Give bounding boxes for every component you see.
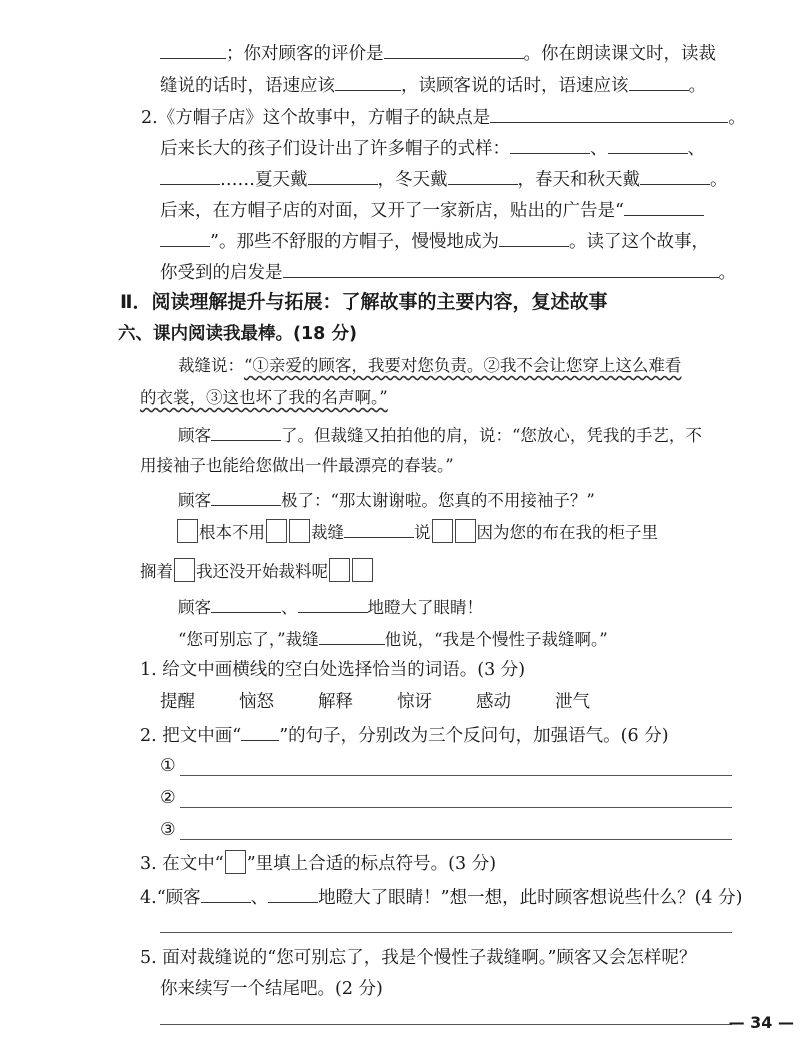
answer-blank[interactable] [308,166,378,185]
answer-blank[interactable] [640,166,710,185]
question-1: 1. 给文中画横线的空白处选择恰当的词语。(3 分) [140,660,526,680]
passage-p4-line-2 [140,558,374,584]
answer-blank[interactable] [160,40,226,59]
text: 地瞪大了眼睛！”想一想，此时顾客想说些什么？(4 分) [318,888,743,908]
text: ”里填上合适的标点符号。(3 分) [246,854,497,874]
punctuation-box[interactable] [329,558,350,582]
answer-blank[interactable] [283,259,719,278]
q2-answer-mark-2: ② [160,788,176,808]
text: 后来，在方帽子店的对面，又开了一家新店，贴出的广告是“ [160,201,624,221]
punctuation-box[interactable] [289,519,310,543]
text: 你受到的启发是 [160,263,283,283]
q2-answer-line-2[interactable] [180,807,732,808]
word-choice: 感动 [476,692,511,712]
punctuation-box[interactable] [266,519,287,543]
text: 说 [414,523,431,542]
word-choices [160,690,634,714]
q1-line-2 [160,72,706,98]
question-4 [140,884,742,910]
text: ，读顾客说的话时，语速应该 [401,76,629,96]
question-2 [140,722,669,748]
text: 缝说的话时，语速应该 [160,76,335,96]
text: 2. 把文中画“ [140,726,242,746]
answer-blank[interactable] [344,519,414,538]
answer-blank[interactable] [160,166,220,185]
answer-blank[interactable] [499,228,569,247]
text: 后来长大的孩子们设计出了许多帽子的式样： [160,139,510,159]
punctuation-box[interactable] [174,558,195,582]
text: 。 [718,263,736,283]
word-choice: 解释 [318,692,353,712]
punctuation-box [225,850,246,874]
text: 我还没开始裁料呢 [196,562,328,581]
answer-blank[interactable] [384,40,524,59]
word-choice: 提醒 [160,692,195,712]
text: 裁缝 [311,523,344,542]
underlined-sentence: 的衣裳，③这也坏了我的名声啊。” [140,388,388,407]
passage-p2-line-2 [140,454,454,478]
answer-blank[interactable] [319,626,385,645]
text: 3. 在文中“ [140,854,224,874]
text: 、 [281,598,298,617]
text: 根本不用 [199,523,265,542]
q2-line-1 [141,104,746,130]
question-3 [140,850,496,876]
punctuation-box[interactable] [177,519,198,543]
question-5-line-2: 你来续写一个结尾吧。(2 分) [160,979,383,999]
answer-blank[interactable] [211,594,281,613]
punctuation-box[interactable] [432,519,453,543]
text: 顾客 [178,426,211,445]
text: “您可别忘了，”裁缝 [178,630,319,649]
answer-blank[interactable] [624,197,704,216]
answer-blank[interactable] [298,594,368,613]
text: 、 [250,888,269,908]
text: 他说，“我是个慢性子裁缝啊。” [384,630,608,649]
q2-line-2 [160,135,705,161]
passage-p4-line-1 [176,519,658,545]
text: 顾客 [178,491,211,510]
q2-answer-line-3[interactable] [180,839,732,840]
text: 。读了这个故事， [568,232,709,252]
answer-blank[interactable] [490,104,728,123]
text: 搁着 [140,562,173,581]
question-5-line-1: 5. 面对裁缝说的“您可别忘了，我是个慢性子裁缝啊。”顾客又会怎样呢？ [140,948,697,968]
answer-blank[interactable] [211,422,281,441]
passage-p1-line-1 [178,354,681,378]
q2-answer-line-1[interactable] [180,775,732,776]
punctuation-box[interactable] [352,558,373,582]
text: 。 [688,76,706,96]
word-choice: 恼怒 [239,692,274,712]
passage-p6 [178,626,608,652]
q2-answer-mark-1: ① [160,756,176,776]
q2-line-4 [160,197,704,223]
question-text: 2.《方帽子店》这个故事中，方帽子的缺点是 [141,108,491,128]
section-2-title: Ⅱ．阅读理解提升与拓展：了解故事的主要内容，复述故事 [120,291,608,313]
text: 。你在朗读课文时，读裁 [523,44,716,64]
q2-answer-mark-3: ③ [160,820,176,840]
answer-blank[interactable] [448,166,518,185]
text: 极了：“那太谢谢啦。您真的不用接袖子？” [281,491,595,510]
text: 。 [710,170,728,190]
answer-blank[interactable] [510,135,590,154]
text: ……夏天戴 [220,170,308,190]
text: 因为您的布在我的柜子里 [476,523,658,542]
q2-line-6 [160,259,736,285]
answer-blank [201,884,251,903]
text: ，春天和秋天戴 [517,170,640,190]
text: 、 [687,139,705,159]
text: 了。但裁缝又拍拍他的肩，说：“您放心，凭我的手艺，不 [281,426,702,445]
text: ”的句子，分别改为三个反问句，加强语气。(6 分) [279,726,669,746]
answer-blank[interactable] [335,72,401,91]
answer-blank[interactable] [629,72,689,91]
q5-answer-line[interactable] [160,1024,732,1025]
text: 裁缝说： [178,356,244,375]
page-number: — 34 — [728,1013,794,1032]
answer-blank[interactable] [160,228,210,247]
punctuation-box[interactable] [455,519,476,543]
passage-p5 [178,594,483,620]
section-6-title: 六、课内阅读我最棒。(18 分) [118,324,357,344]
text: 。 [728,108,746,128]
passage-p3 [178,487,595,513]
answer-blank[interactable] [211,487,281,506]
word-choice: 泄气 [555,692,590,712]
passage-p2-line-1 [178,422,702,448]
q2-line-5 [160,228,709,254]
underline-sample [241,722,279,741]
passage-p1-line-2 [140,386,388,410]
text: 、 [590,139,608,159]
q1-line-1 [160,40,716,66]
q4-answer-line[interactable] [160,932,732,933]
text: ，冬天戴 [377,170,448,190]
text: 顾客 [178,598,211,617]
text: 用接袖子也能给您做出一件最漂亮的春装。” [140,456,454,475]
underlined-sentence: “①亲爱的顾客，我要对您负责。②我不会让您穿上这么难看 [244,356,682,375]
text: ；你对顾客的评价是 [226,44,384,64]
answer-blank [268,884,318,903]
text: ”。那些不舒服的方帽子，慢慢地成为 [210,232,499,252]
answer-blank[interactable] [608,135,688,154]
q2-line-3 [160,166,728,192]
text: 4.“顾客 [140,888,201,908]
word-choice: 惊讶 [397,692,432,712]
text: 地瞪大了眼睛！ [367,598,483,617]
